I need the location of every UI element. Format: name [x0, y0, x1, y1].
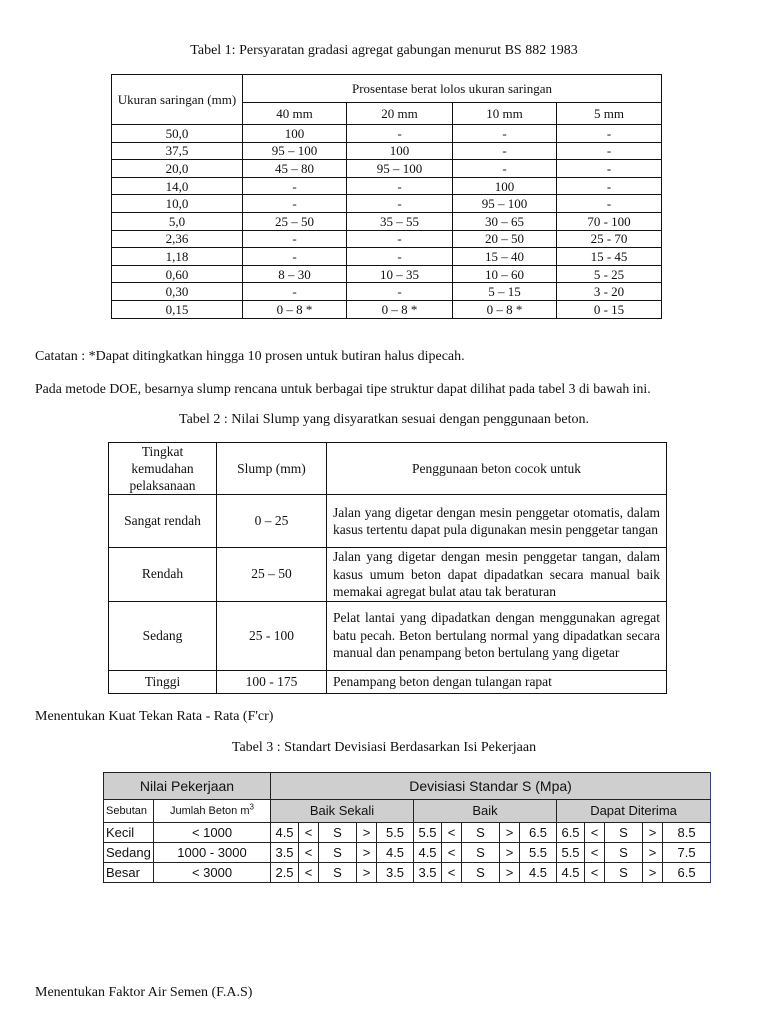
- jumlah-cell: 1000 - 3000: [154, 843, 271, 863]
- passing-value-cell: -: [347, 283, 453, 301]
- slump-cell: 25 - 100: [217, 601, 327, 670]
- deviation-cell: >: [643, 843, 663, 863]
- passing-value-cell: -: [453, 160, 557, 178]
- passing-value-cell: -: [243, 283, 347, 301]
- passing-value-cell: 25 - 70: [557, 230, 662, 248]
- sieve-size-cell: 0,15: [112, 300, 243, 318]
- workability-cell: Rendah: [109, 548, 217, 602]
- sieve-size-cell: 10,0: [112, 195, 243, 213]
- fas-heading: Menentukan Faktor Air Semen (F.A.S): [35, 985, 253, 1000]
- deviation-cell: S: [462, 823, 500, 843]
- slump-cell: 0 – 25: [217, 495, 327, 548]
- deviation-cell: <: [442, 863, 462, 883]
- deviation-cell: S: [462, 863, 500, 883]
- workability-cell: Sedang: [109, 601, 217, 670]
- std-deviation-table-wrapper: [103, 772, 696, 880]
- deviation-cell: 3.5: [271, 843, 299, 863]
- table2-caption: Tabel 2 : Nilai Slump yang disyaratkan sesuai dengan penggunaan beton.: [179, 412, 589, 427]
- std-deviation-table: [103, 772, 711, 883]
- table-row: [112, 300, 662, 318]
- deviation-cell: 3.5: [377, 863, 414, 883]
- deviation-cell: >: [357, 823, 377, 843]
- deviation-cell: <: [299, 863, 319, 883]
- passing-value-cell: -: [347, 195, 453, 213]
- passing-value-cell: 3 - 20: [557, 283, 662, 301]
- deviation-cell: 4.5: [377, 843, 414, 863]
- table-row: [112, 125, 662, 143]
- table-row: [112, 177, 662, 195]
- deviation-cell: S: [319, 823, 357, 843]
- table-row: [104, 843, 711, 863]
- passing-value-cell: 100: [347, 142, 453, 160]
- std-deviation-header: Devisiasi Standar S (Mpa): [271, 773, 711, 800]
- deviation-cell: >: [500, 843, 520, 863]
- sieve-size-header: Ukuran saringan (mm): [112, 75, 243, 125]
- table-row: [112, 160, 662, 178]
- table-row: [112, 265, 662, 283]
- jumlah-cell: < 3000: [154, 863, 271, 883]
- table-row: [109, 495, 667, 548]
- passing-value-cell: 5 - 25: [557, 265, 662, 283]
- passing-value-cell: -: [453, 142, 557, 160]
- passing-value-cell: 8 – 30: [243, 265, 347, 283]
- passing-value-cell: 0 – 8 *: [453, 300, 557, 318]
- sieve-size-cell: 2,36: [112, 230, 243, 248]
- deviation-cell: <: [585, 823, 605, 843]
- deviation-cell: S: [462, 843, 500, 863]
- passing-value-cell: -: [453, 125, 557, 143]
- usage-cell: Penampang beton dengan tulangan rapat: [327, 670, 667, 693]
- deviation-cell: 8.5: [663, 823, 711, 843]
- slump-table: [108, 442, 667, 694]
- passing-value-cell: -: [243, 248, 347, 266]
- doe-paragraph: Pada metode DOE, besarnya slump rencana untuk berbagai tipe struktur dapat dilihat pada tabel 3 di bawah ini.: [35, 381, 651, 396]
- sieve-size-cell: 1,18: [112, 248, 243, 266]
- passing-value-cell: 30 – 65: [453, 212, 557, 230]
- passing-value-cell: -: [243, 195, 347, 213]
- deviation-cell: 6.5: [557, 823, 585, 843]
- group-header: Baik: [414, 800, 557, 823]
- passing-value-cell: 10 – 35: [347, 265, 453, 283]
- sieve-size-cell: 37,5: [112, 142, 243, 160]
- jumlah-header: Jumlah Beton $m^3$: [154, 800, 271, 823]
- sebutan-cell: Sedang: [104, 843, 154, 863]
- deviation-cell: 4.5: [520, 863, 557, 883]
- table-row: [109, 548, 667, 602]
- sieve-size-cell: 5,0: [112, 212, 243, 230]
- table-row: [109, 601, 667, 670]
- passing-value-cell: 15 - 45: [557, 248, 662, 266]
- table3-caption: Tabel 3 : Standart Devisiasi Berdasarkan Isi Pekerjaan: [231, 740, 537, 755]
- table-row: [112, 142, 662, 160]
- usage-cell: Jalan yang digetar dengan mesin penggetar tangan, dalam kasus umum beton dapat dipadatkan secara manual baik memakai agregat bulat atau tak beraturan: [327, 548, 667, 602]
- col-header: 40 mm: [243, 103, 347, 125]
- table-row: [104, 823, 711, 843]
- deviation-cell: 5.5: [557, 843, 585, 863]
- deviation-cell: <: [299, 823, 319, 843]
- table-row: [112, 248, 662, 266]
- table-row: [112, 195, 662, 213]
- deviation-cell: 7.5: [663, 843, 711, 863]
- deviation-cell: >: [357, 843, 377, 863]
- passing-value-cell: 0 - 15: [557, 300, 662, 318]
- passing-value-cell: 70 - 100: [557, 212, 662, 230]
- deviation-cell: S: [319, 843, 357, 863]
- sieve-size-cell: 0,60: [112, 265, 243, 283]
- deviation-cell: >: [500, 863, 520, 883]
- passing-value-cell: -: [557, 177, 662, 195]
- deviation-cell: 4.5: [557, 863, 585, 883]
- sieve-size-cell: 50,0: [112, 125, 243, 143]
- passing-value-cell: -: [557, 142, 662, 160]
- usage-cell: Pelat lantai yang dipadatkan dengan menggunakan agregat batu pecah. Beton bertulang normal yang dipadatkan secara manual dan penampang beton bertulang yang digetar: [327, 601, 667, 670]
- table1-caption: Tabel 1: Persyaratan gradasi agregat gabungan menurut BS 882 1983: [190, 43, 578, 58]
- workability-cell: Tinggi: [109, 670, 217, 693]
- passing-value-cell: -: [347, 230, 453, 248]
- passing-value-cell: -: [557, 125, 662, 143]
- deviation-cell: 4.5: [271, 823, 299, 843]
- grading-table: [111, 74, 662, 319]
- usage-cell: Jalan yang digetar dengan mesin penggetar otomatis, dalam kasus tertentu dapat pula digunakan mesin penggetar tangan: [327, 495, 667, 548]
- workability-header: Tingkat kemudahan pelaksanaan: [109, 443, 217, 495]
- deviation-cell: <: [299, 843, 319, 863]
- passing-value-cell: -: [557, 195, 662, 213]
- passing-value-cell: 35 – 55: [347, 212, 453, 230]
- passing-value-cell: -: [557, 160, 662, 178]
- table-row: [112, 230, 662, 248]
- slump-cell: 25 – 50: [217, 548, 327, 602]
- deviation-cell: 2.5: [271, 863, 299, 883]
- col-header: 10 mm: [453, 103, 557, 125]
- deviation-cell: S: [605, 843, 643, 863]
- passing-value-cell: 0 – 8 *: [243, 300, 347, 318]
- sebutan-cell: Kecil: [104, 823, 154, 843]
- deviation-cell: >: [643, 823, 663, 843]
- passing-value-cell: -: [243, 230, 347, 248]
- passing-value-cell: 100: [243, 125, 347, 143]
- deviation-cell: S: [319, 863, 357, 883]
- deviation-cell: S: [605, 863, 643, 883]
- deviation-cell: <: [585, 863, 605, 883]
- passing-value-cell: 100: [453, 177, 557, 195]
- deviation-cell: 3.5: [414, 863, 442, 883]
- sieve-size-cell: 0,30: [112, 283, 243, 301]
- table-row: [112, 283, 662, 301]
- passing-value-cell: 20 – 50: [453, 230, 557, 248]
- table-row: [112, 212, 662, 230]
- passing-value-cell: -: [347, 248, 453, 266]
- passing-value-cell: 15 – 40: [453, 248, 557, 266]
- sebutan-cell: Besar: [104, 863, 154, 883]
- passing-value-cell: 0 – 8 *: [347, 300, 453, 318]
- deviation-cell: 6.5: [663, 863, 711, 883]
- table-row: [109, 670, 667, 693]
- deviation-cell: 5.5: [414, 823, 442, 843]
- deviation-cell: <: [442, 823, 462, 843]
- deviation-cell: 5.5: [520, 843, 557, 863]
- passing-value-cell: 45 – 80: [243, 160, 347, 178]
- workability-cell: Sangat rendah: [109, 495, 217, 548]
- passing-percent-header: Prosentase berat lolos ukuran saringan: [243, 75, 662, 103]
- group-header: Dapat Diterima: [557, 800, 711, 823]
- slump-header: Slump (mm): [217, 443, 327, 495]
- sebutan-header: Sebutan: [104, 800, 154, 823]
- deviation-cell: S: [605, 823, 643, 843]
- passing-value-cell: 95 – 100: [453, 195, 557, 213]
- deviation-cell: >: [500, 823, 520, 843]
- group-header: Baik Sekali: [271, 800, 414, 823]
- col-header: 20 mm: [347, 103, 453, 125]
- deviation-cell: >: [357, 863, 377, 883]
- passing-value-cell: 25 – 50: [243, 212, 347, 230]
- jumlah-cell: < 1000: [154, 823, 271, 843]
- passing-value-cell: 10 – 60: [453, 265, 557, 283]
- sieve-size-cell: 14,0: [112, 177, 243, 195]
- sieve-size-cell: 20,0: [112, 160, 243, 178]
- passing-value-cell: 5 – 15: [453, 283, 557, 301]
- col-header: 5 mm: [557, 103, 662, 125]
- deviation-cell: <: [585, 843, 605, 863]
- table-row: [104, 863, 711, 883]
- passing-value-cell: 95 – 100: [243, 142, 347, 160]
- fcr-heading: Menentukan Kuat Tekan Rata - Rata (F'cr): [35, 709, 274, 724]
- deviation-cell: 4.5: [414, 843, 442, 863]
- deviation-cell: 5.5: [377, 823, 414, 843]
- passing-value-cell: 95 – 100: [347, 160, 453, 178]
- job-value-header: Nilai Pekerjaan: [104, 773, 271, 800]
- slump-cell: 100 - 175: [217, 670, 327, 693]
- usage-header: Penggunaan beton cocok untuk: [327, 443, 667, 495]
- deviation-cell: 6.5: [520, 823, 557, 843]
- passing-value-cell: -: [347, 177, 453, 195]
- deviation-cell: <: [442, 843, 462, 863]
- deviation-cell: >: [643, 863, 663, 883]
- note-text: Catatan : *Dapat ditingkatkan hingga 10 prosen untuk butiran halus dipecah.: [35, 349, 465, 364]
- passing-value-cell: -: [243, 177, 347, 195]
- passing-value-cell: -: [347, 125, 453, 143]
